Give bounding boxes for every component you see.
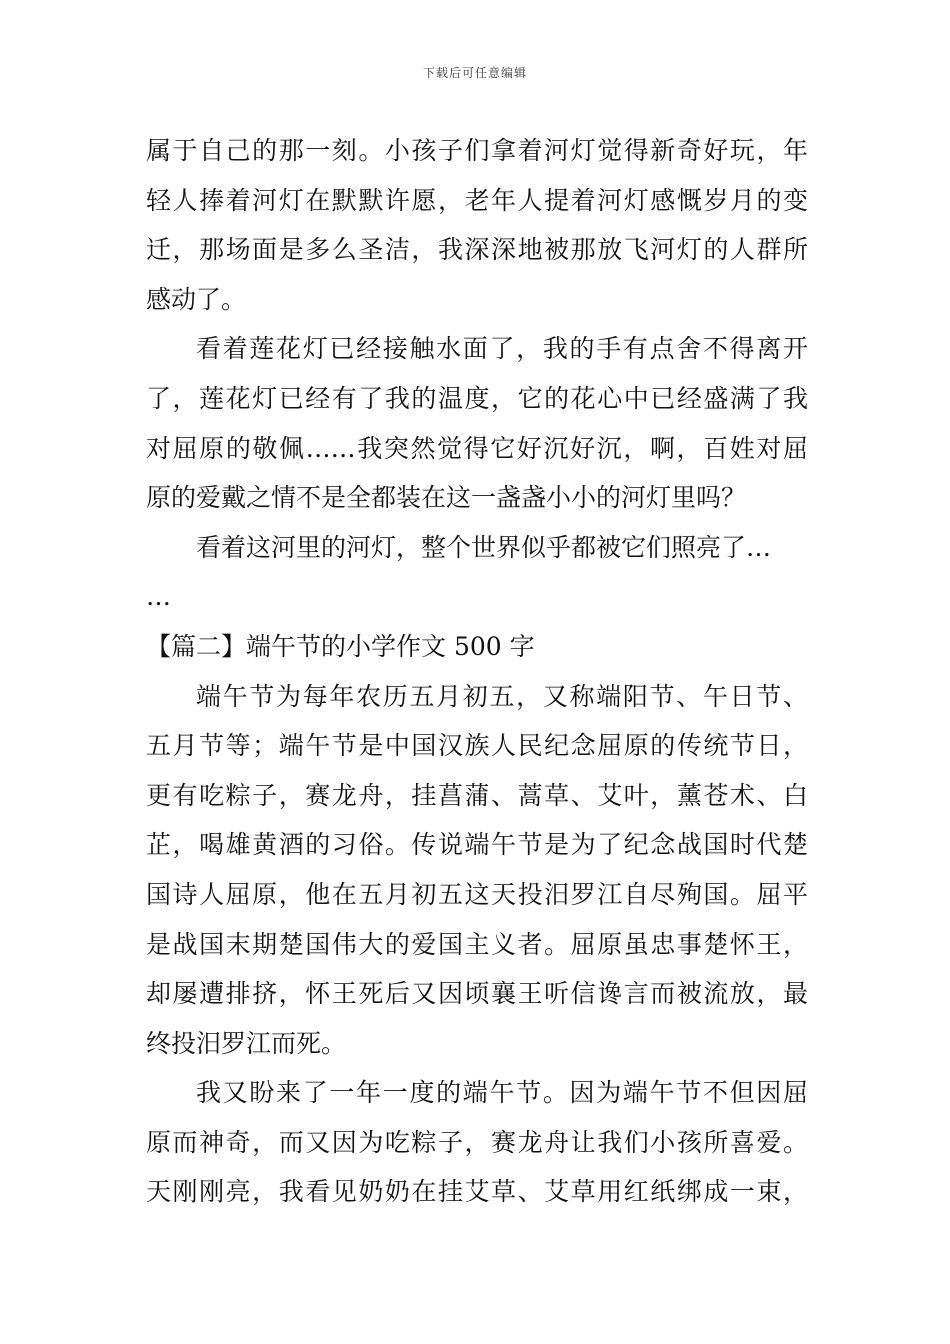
text-line: 看着莲花灯已经接触水面了，我的手有点舍不得离开 [196,334,808,364]
text-line: 端午节为每年农历五月初五，又称端阳节、午日节、 [196,681,808,711]
text-line: 迁，那场面是多么圣洁，我深深地被那放飞河灯的人群所 [146,235,808,265]
text-line: 【篇二】端午节的小学作文 500 字 [146,631,535,661]
text-line: 终投汨罗江而死。 [146,1028,347,1058]
text-line: 了，莲花灯已经有了我的温度，它的花心中已经盛满了我 [146,383,808,413]
text-line: 五月节等；端午节是中国汉族人民纪念屈原的传统节日， [146,731,808,761]
text-line: 是战国末期楚国伟大的爱国主义者。屈原虽忠事楚怀王， [146,929,808,959]
text-line: 更有吃粽子，赛龙舟，挂菖蒲、蒿草、艾叶，薰苍术、白 [146,780,808,810]
text-line: 对屈原的敬佩……我突然觉得它好沉好沉，啊，百姓对屈 [146,433,808,463]
text-line: 我又盼来了一年一度的端午节。因为端午节不但因屈 [196,1078,808,1108]
text-line: 看着这河里的河灯，整个世界似乎都被它们照亮了… [196,532,772,562]
text-line: 属于自己的那一刻。小孩子们拿着河灯觉得新奇好玩，年 [146,136,808,165]
text-line: 感动了。 [146,284,247,314]
text-line: … [146,582,171,612]
page-header: 下载后可任意编辑 [422,66,527,80]
text-line: 国诗人屈原，他在五月初五这天投汨罗江自尽殉国。屈平 [146,879,808,909]
text-line: 原的爱戴之情不是全都装在这一盏盏小小的河灯里吗？ [146,483,747,513]
document-body [146,126,808,1217]
text-line: 天刚刚亮，我看见奶奶在挂艾草、艾草用红纸绑成一束， [146,1177,808,1207]
text-line: 芷，喝雄黄酒的习俗。传说端午节是为了纪念战国时代楚 [146,830,808,860]
text-line: 原而神奇，而又因为吃粽子，赛龙舟让我们小孩所喜爱。 [146,1127,808,1157]
text-line: 轻人捧着河灯在默默许愿，老年人提着河灯感慨岁月的变 [146,185,808,215]
text-line: 却屡遭排挤，怀王死后又因顷襄王听信谗言而被流放，最 [146,979,808,1009]
